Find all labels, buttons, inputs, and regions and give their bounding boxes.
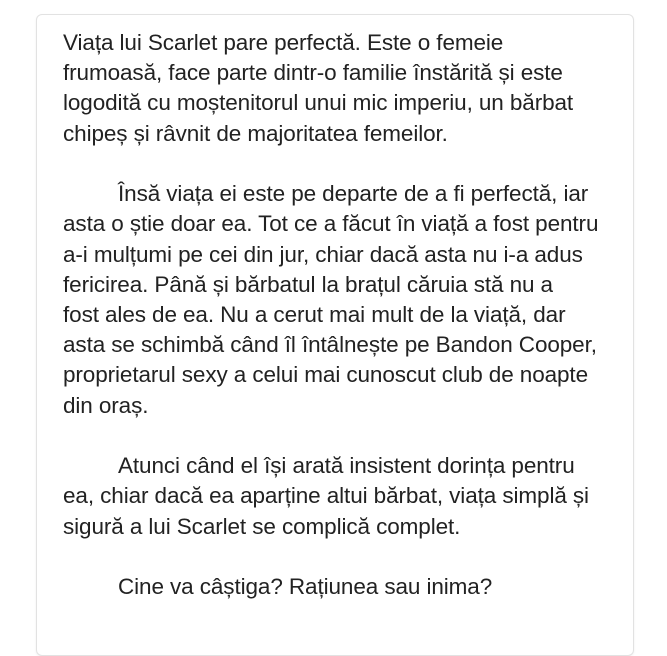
- paragraph-4: [63, 572, 623, 602]
- book-description: [63, 28, 623, 633]
- text-line: Atunci când el își arată insistent dorința pentru: [118, 453, 575, 479]
- text-line: a-i mulțumi pe cei din jur, chiar dacă asta nu i-a adus: [63, 241, 583, 267]
- text-line: logodită cu moștenitorul unui mic imperiu, un bărbat: [63, 90, 574, 116]
- text-line: asta se schimbă când îl întâlnește pe Bandon Cooper,: [63, 332, 597, 358]
- paragraph-2: [63, 179, 623, 421]
- text-line: fericirea. Până și bărbatul la brațul căruia stă nu a: [63, 271, 553, 297]
- text-line: ea, chiar dacă ea aparține altui bărbat, viața simplă și: [63, 483, 589, 509]
- text-line: Însă viața ei este pe departe de a fi perfectă, iar: [118, 181, 589, 207]
- text-line: asta o știe doar ea. Tot ce a făcut în viață a fost pentru: [63, 211, 599, 237]
- text-line: Viața lui Scarlet pare perfectă. Este o femeie: [63, 30, 504, 55]
- text-line: din oraș.: [63, 392, 149, 418]
- text-line: Cine va câștiga? Rațiunea sau inima?: [118, 574, 493, 600]
- text-line: proprietarul sexy a celui mai cunoscut club de noapte: [63, 362, 588, 388]
- paragraph-3: [63, 451, 623, 542]
- text-line: sigură a lui Scarlet se complică complet.: [63, 513, 461, 539]
- text-line: fost ales de ea. Nu a cerut mai mult de la viață, dar: [63, 302, 566, 328]
- paragraph-1: [63, 28, 623, 149]
- text-line: chipeș și râvnit de majoritatea femeilor.: [63, 120, 448, 146]
- text-line: frumoasă, face parte dintr-o familie înstărită și este: [63, 60, 563, 86]
